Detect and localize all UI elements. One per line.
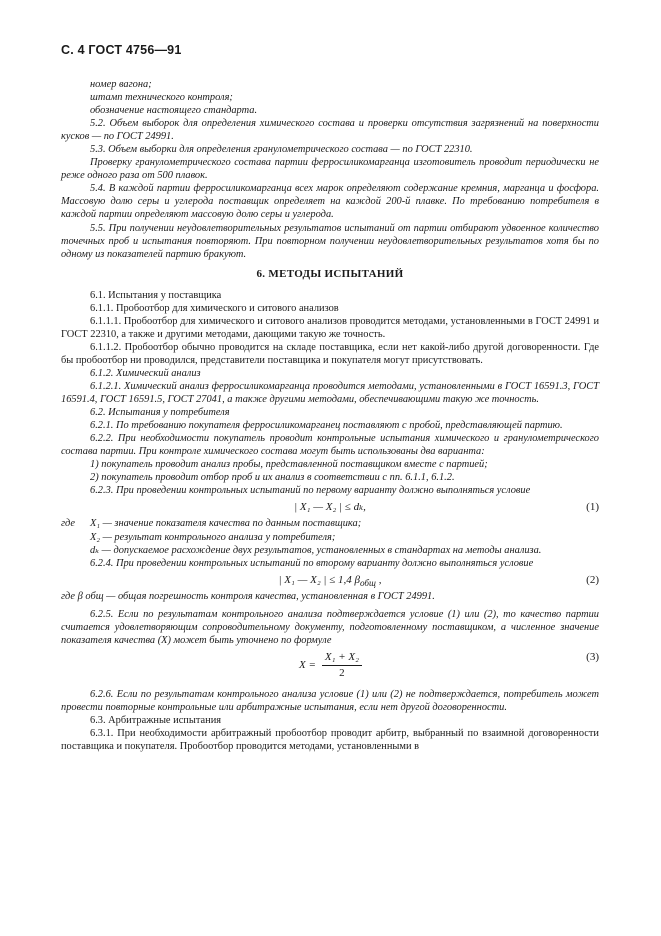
clause-5-3-text: Проверку гранулометрического состава партии ферросиликомарганца изготовитель проводит периодически не реже одного раза от 500 плавок. (61, 157, 599, 182)
clause-5-5: 5.5. При получении неудовлетворительных результатов испытаний от партии отбирают удвоенное количество точечных проб и испытания повторяют. При повторном получении неудовлетворительных результатов хотя бы по одному из показателей партию бракуют. (61, 222, 599, 260)
clause-6-2-3: 6.2.3. При проведении контрольных испытаний по первому варианту должно выполняться условие (90, 485, 531, 497)
clause-6-2-4: 6.2.4. При проведении контрольных испытаний по второму варианту должно выполняться условие (90, 557, 534, 569)
clause-6-3: 6.3. Арбитражные испытания (90, 714, 222, 726)
where-1-b-text: — результат контрольного анализа у потребителя; (102, 531, 336, 543)
formula-3-number: (3) (586, 650, 599, 663)
variant-1: 1) покупатель проводит анализ пробы, представленной поставщиком вместе с партией; (90, 459, 488, 471)
formula-1 (61, 497, 599, 517)
clause-6-1-2-1: 6.1.2.1. Химический анализ ферросиликомарганца проводится методами, установленными в ГОСТ 16591.3, ГОСТ 16591.4, ГОСТ 16591.5, ГОСТ 27041, а также другими методами, обеспечивающими такую же точность. (61, 381, 599, 406)
where-1-a-symbol: X₁ (90, 518, 100, 530)
clause-6-1-2: 6.1.2. Химический анализ (90, 367, 201, 379)
section-heading: 6. МЕТОДЫ ИСПЫТАНИЙ (256, 267, 404, 280)
clause-6-2-1: 6.2.1. По требованию покупателя ферросиликомарганец поставляют с пробой, представляющей партию. (90, 420, 563, 432)
document-body (61, 78, 599, 753)
formula-2 (61, 570, 599, 590)
list-line-stamp: штамп технического контроля; (90, 92, 233, 104)
formula-3 (61, 647, 599, 683)
clause-6-2-6: 6.2.6. Если по результатам контрольного анализа условие (1) или (2) не подтверждается, потребитель может провести повторные контрольные или арбитражные испытания, если нет другой договоренности. (61, 688, 599, 713)
where-1-b-symbol: X₂ (90, 531, 100, 543)
clause-6-2: 6.2. Испытания у потребителя (90, 407, 230, 419)
clause-5-3: 5.3. Объем выборки для определения гранулометрического состава — по ГОСТ 22310. (90, 144, 473, 156)
clause-6-1: 6.1. Испытания у поставщика (90, 289, 222, 301)
formula-2-number: (2) (586, 573, 599, 586)
clause-6-2-5: 6.2.5. Если по результатам контрольного анализа подтверждается условие (1) или (2), то качество партии считается удовлетворяющим сопроводительному документу, подготовленному поставщиком, а численное значение показателя качества (X) может быть уточнено по формуле (61, 608, 599, 646)
where-1-b (61, 531, 599, 544)
formula-3-lhs: X = (299, 658, 316, 671)
where-1-c (61, 544, 599, 557)
where-1-a (61, 517, 599, 530)
clause-5-2: 5.2. Объем выборок для определения химического состава и проверки отсутствия загрязнений на поверхности кусков — по ГОСТ 24991. (61, 118, 599, 143)
clause-6-1-1-1: 6.1.1.1. Пробоотбор для химического и ситового анализов проводится методами, установленными в ГОСТ 24991 и ГОСТ 22310, а также и другими методами, дающими такую же точность. (61, 315, 599, 340)
where-1-a-text: — значение показателя качества по данным поставщика; (102, 518, 362, 530)
clause-6-2-2: 6.2.2. При необходимости покупатель проводит контрольные испытания химического и гранулометрического состава партии. При контроле химического состава могут быть использованы два варианта: (61, 433, 599, 458)
formula-3-denominator: 2 (339, 666, 345, 679)
formula-1-number: (1) (586, 501, 599, 514)
where-1-c-symbol: dₖ (90, 544, 99, 556)
list-line-wagon: номер вагона; (90, 79, 152, 90)
page-header: С. 4 ГОСТ 4756—91 (61, 43, 182, 57)
formula-3-fraction (322, 651, 362, 680)
where-2: где β общ — общая погрешность контроля качества, установленная в ГОСТ 24991. (61, 590, 435, 602)
formula-1-expression: | X₁ — X₂ | ≤ dₖ, (294, 501, 366, 514)
variant-2: 2) покупатель проводит отбор проб и их анализ в соответствии с пп. 6.1.1, 6.1.2. (90, 472, 455, 484)
where-label: где (61, 518, 76, 530)
formula-2-subscript: общ (359, 577, 376, 588)
clause-5-4: 5.4. В каждой партии ферросиликомарганца всех марок определяют содержание кремния, марганца и фосфора. Массовую долю серы и углерода поставщик определяет на каждой 200-й плавке. По требованию потребителя в каждой партии определяют массовую долю серы и углерода. (61, 183, 599, 221)
formula-2-tail: , (375, 573, 382, 586)
clause-6-1-1: 6.1.1. Пробоотбор для химического и ситового анализов (90, 302, 339, 314)
formula-2-expression: | X₁ — X₂ | ≤ 1,4 β (278, 573, 360, 586)
clause-6-1-1-2: 6.1.1.2. Пробоотбор обычно проводится на складе поставщика, если нет какой-либо другой договоренности. Где бы пробоотбор ни проводился, представители поставщика и покупателя могут присутствовать. (61, 341, 599, 366)
where-1-c-text: — допускаемое расхождение двух результатов, установленных в стандартах на методы анализа. (101, 544, 542, 556)
formula-3-numerator: X₁ + X₂ (322, 651, 362, 666)
list-line-standard: обозначение настоящего стандарта. (90, 105, 258, 117)
clause-6-3-1: 6.3.1. При необходимости арбитражный пробоотбор проводит арбитр, выбранный по взаимной договоренности поставщика и покупателя. Пробоотбор проводится методами, установленными в (61, 727, 599, 753)
